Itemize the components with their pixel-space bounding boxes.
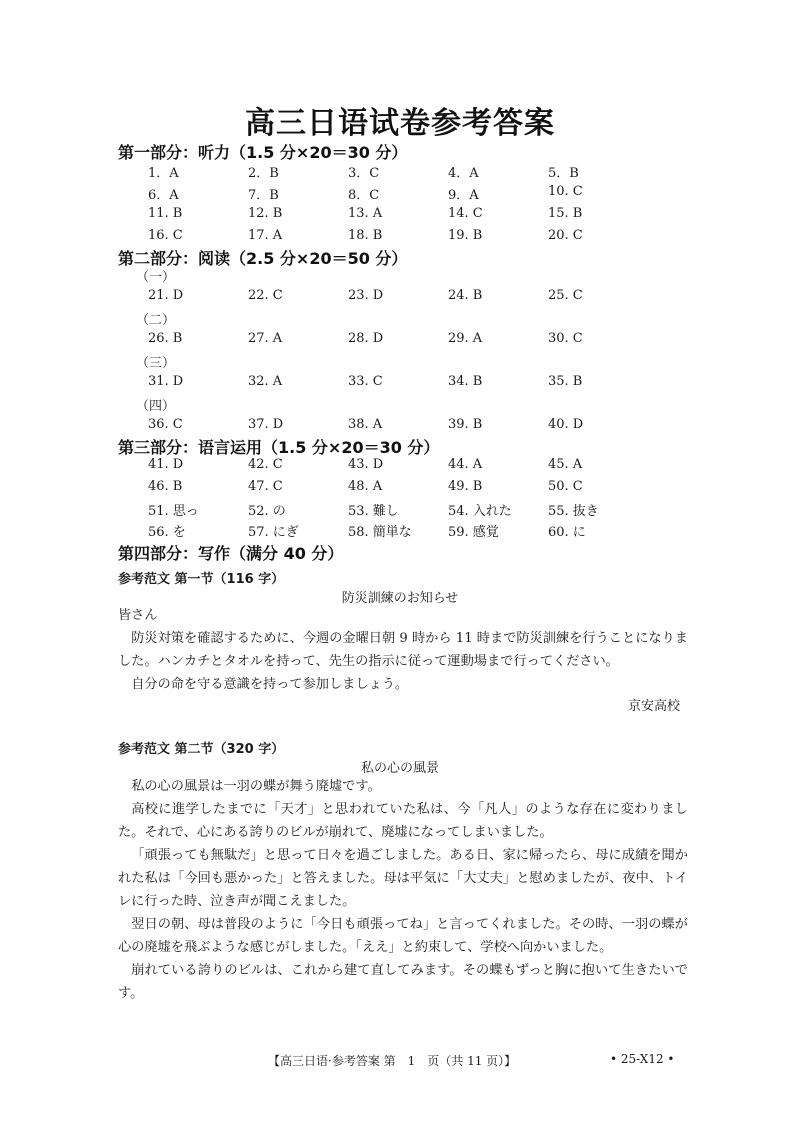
answer-item: 60. に bbox=[548, 525, 586, 540]
answer-row bbox=[0, 417, 800, 437]
answer-item: 24. B bbox=[448, 288, 483, 303]
answer-item: 35. B bbox=[548, 374, 583, 389]
answer-row bbox=[0, 374, 800, 394]
answer-item: 25. C bbox=[548, 288, 583, 303]
answer-item: 37. D bbox=[248, 417, 284, 432]
answer-item: 8．C bbox=[348, 188, 380, 203]
answer-item: 44. A bbox=[448, 457, 483, 472]
part2-heading: 第二部分：阅读（2.5 分×20＝50 分） bbox=[118, 249, 408, 268]
answer-item: 2．B bbox=[248, 166, 279, 181]
answer-row bbox=[0, 479, 800, 499]
answer-item: 32. A bbox=[248, 374, 283, 389]
essay2-paragraph: 翌日の朝、母は普段のように「今日も頑張ってね」と言ってくれました。その時、一羽の蝶が心の廃墟を飛ぶような感じがしました。「ええ」と約束して、学校へ向かいました。 bbox=[118, 917, 688, 955]
answer-item: 7．B bbox=[248, 188, 279, 203]
answer-item: 56. を bbox=[148, 525, 186, 540]
footer-code: • 25-X12 • bbox=[610, 1052, 675, 1066]
answer-row bbox=[0, 206, 800, 226]
answer-row bbox=[0, 331, 800, 351]
answer-item: 31. D bbox=[148, 374, 184, 389]
answer-row bbox=[0, 228, 800, 248]
answer-item: 10. C bbox=[548, 184, 583, 199]
part3-heading: 第三部分：语言运用（1.5 分×20＝30 分） bbox=[118, 438, 440, 457]
answer-item: 43. D bbox=[348, 457, 384, 472]
essay1-signature: 京安高校 bbox=[627, 699, 680, 714]
group-label: （一） bbox=[136, 270, 176, 285]
answer-item: 14. C bbox=[448, 206, 483, 221]
essay2-label: 参考范文 第二节（320 字） bbox=[118, 742, 285, 757]
answer-row bbox=[0, 184, 800, 204]
answer-item: 48. A bbox=[348, 479, 383, 494]
essay2-paragraph: 私の心の風景は一羽の蝶が舞う廃墟です。 bbox=[131, 779, 381, 794]
answer-item: 5．B bbox=[548, 166, 579, 181]
answer-item: 50. C bbox=[548, 479, 583, 494]
document-title: 高三日语试卷参考答案 bbox=[245, 106, 555, 141]
answer-item: 30. C bbox=[548, 331, 583, 346]
answer-item: 20. C bbox=[548, 228, 583, 243]
answer-item: 58. 簡単な bbox=[348, 525, 412, 540]
essay1-body bbox=[118, 604, 688, 696]
essay2-paragraph: 高校に進学したまでに「天才」と思われていた私は、今「凡人」のような存在に変わりました。それで、心にある誇りのビルが崩れて、廃墟になってしまいました。 bbox=[118, 802, 688, 840]
answer-item: 49. B bbox=[448, 479, 483, 494]
answer-item: 6．A bbox=[148, 188, 179, 203]
answer-item: 23. D bbox=[348, 288, 384, 303]
answer-item: 4．A bbox=[448, 166, 479, 181]
answer-row bbox=[0, 457, 800, 477]
answer-item: 11. B bbox=[148, 206, 183, 221]
answer-item: 36. C bbox=[148, 417, 183, 432]
answer-item: 19. B bbox=[448, 228, 483, 243]
essay1-label: 参考范文 第一节（116 字） bbox=[118, 572, 285, 587]
answer-row bbox=[0, 288, 800, 308]
answer-item: 39. B bbox=[448, 417, 483, 432]
answer-item: 47. C bbox=[248, 479, 283, 494]
answer-item: 51. 思っ bbox=[148, 504, 199, 519]
answer-item: 29. A bbox=[448, 331, 483, 346]
answer-item: 26. B bbox=[148, 331, 183, 346]
answer-item: 45. A bbox=[548, 457, 583, 472]
answer-item: 38. A bbox=[348, 417, 383, 432]
answer-item: 55. 抜き bbox=[548, 504, 599, 519]
essay2-paragraph: 崩れている誇りのビルは、これから建て直してみます。その蝶もずっと胸に抱いて生きたいです。 bbox=[118, 963, 688, 1001]
answer-item: 41. D bbox=[148, 457, 184, 472]
essay1-paragraph: 自分の命を守る意識を持って参加しましょう。 bbox=[131, 677, 409, 692]
answer-row bbox=[0, 162, 800, 182]
group-label: （二） bbox=[136, 313, 176, 328]
answer-item: 18. B bbox=[348, 228, 383, 243]
answer-item: 13. A bbox=[348, 206, 383, 221]
answer-item: 3．C bbox=[348, 166, 380, 181]
answer-item: 57. にぎ bbox=[248, 525, 299, 540]
group-label: （三） bbox=[136, 356, 176, 371]
essay2-title: 私の心の風景 bbox=[360, 761, 439, 776]
answer-item: 53. 難し bbox=[348, 504, 399, 519]
answer-item: 15. B bbox=[548, 206, 583, 221]
part1-heading: 第一部分：听力（1.5 分×20＝30 分） bbox=[118, 143, 408, 162]
answer-item: 52. の bbox=[248, 504, 286, 519]
answer-item: 28. D bbox=[348, 331, 384, 346]
answer-item: 9．A bbox=[448, 188, 479, 203]
answer-item: 59. 感覚 bbox=[448, 525, 499, 540]
answer-row bbox=[0, 521, 800, 541]
essay1-paragraph: 防災対策を確認するために、今週の金曜日朝 9 時から 11 時まで防災訓練を行うことになりました。ハンカチとタオルを持って、先生の指示に従って運動場まで行ってください。 bbox=[118, 631, 688, 669]
answer-item: 21. D bbox=[148, 288, 184, 303]
answer-item: 42. C bbox=[248, 457, 283, 472]
answer-item: 33. C bbox=[348, 374, 383, 389]
answer-item: 16. C bbox=[148, 228, 183, 243]
answer-item: 54. 入れた bbox=[448, 504, 512, 519]
essay1-title: 防災訓練のお知らせ bbox=[341, 591, 459, 606]
group-label: （四） bbox=[136, 399, 176, 414]
answer-item: 34. B bbox=[448, 374, 483, 389]
answer-item: 1．A bbox=[148, 166, 179, 181]
footer-page-info: 【高三日语·参考答案 第 1 页（共 11 页）】 bbox=[268, 1054, 517, 1068]
essay1-greeting: 皆さん bbox=[118, 608, 158, 623]
essay2-body bbox=[118, 775, 688, 1005]
part4-heading: 第四部分：写作（满分 40 分） bbox=[118, 544, 344, 563]
answer-item: 46. B bbox=[148, 479, 183, 494]
answer-row bbox=[0, 500, 800, 520]
answer-item: 27. A bbox=[248, 331, 283, 346]
essay2-paragraph: 「頑張っても無駄だ」と思って日々を過ごしました。ある日、家に帰ったら、母に成績を聞かれた私は「今回も悪かった」と答えました。母は平気に「大丈夫」と慰めましたが、夜中、トイレに行った時、泣き声が聞こえました。 bbox=[118, 848, 688, 909]
answer-item: 40. D bbox=[548, 417, 584, 432]
answer-item: 12. B bbox=[248, 206, 283, 221]
answer-item: 17. A bbox=[248, 228, 283, 243]
answer-item: 22. C bbox=[248, 288, 283, 303]
